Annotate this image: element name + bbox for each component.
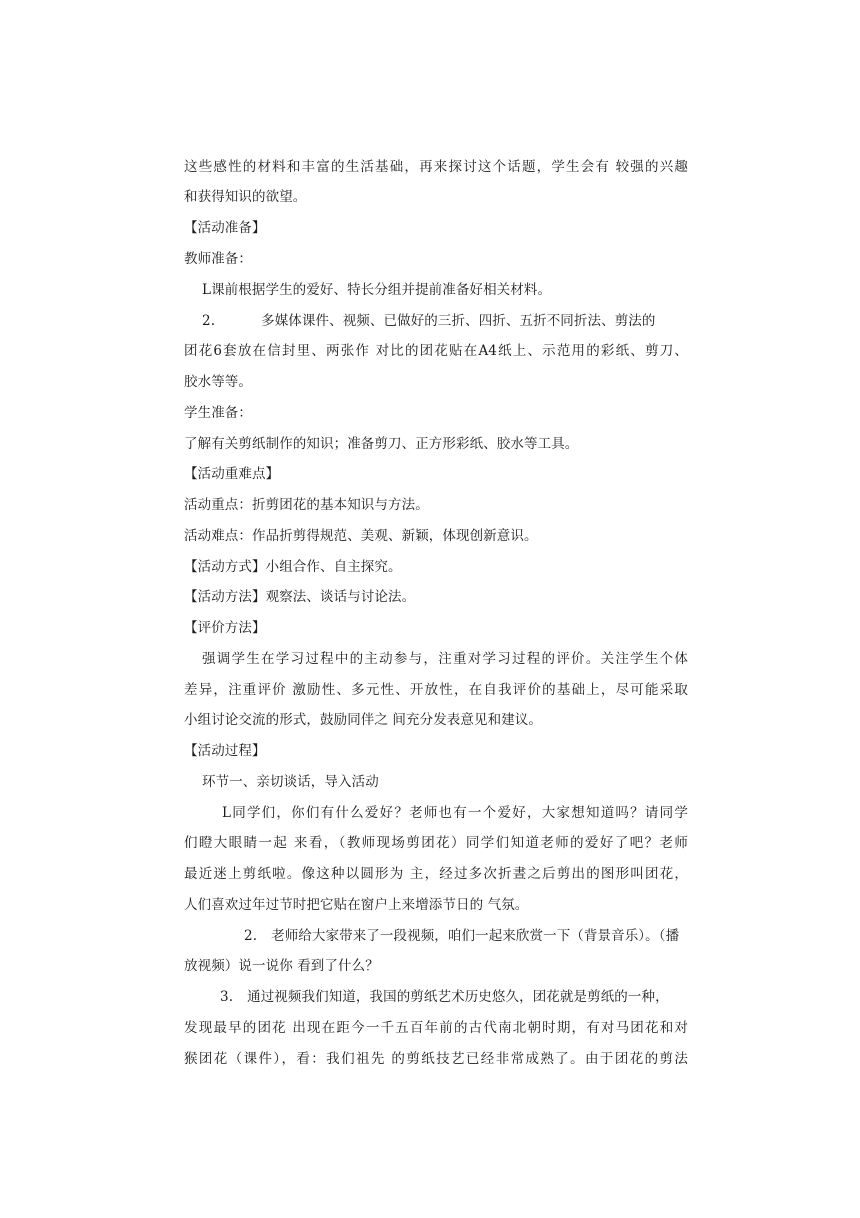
section-heading: 【活动过程】 xyxy=(184,743,266,759)
list-number: 2. xyxy=(202,313,216,329)
subheading: 学生准备： xyxy=(184,405,252,421)
paragraph-line: 和获得知识的欲望。 xyxy=(184,189,307,205)
section-heading: 【活动重难点】 xyxy=(184,466,280,482)
list-item-text: 通过视频我们知道，我国的剪纸艺术历史悠久，团花就是剪纸的一种， xyxy=(247,989,669,1005)
paragraph-line: 们瞪大眼睛一起 来看，（教师现场剪团花）同学们知道老师的爱好了吧？老师 xyxy=(184,835,688,851)
list-number: 3. xyxy=(220,989,234,1005)
paragraph-line: 猴团花（课件），看：我们祖先 的剪纸技艺已经非常成熟了。由于团花的剪法 xyxy=(184,1051,688,1067)
list-item xyxy=(220,988,669,1006)
paragraph-line: 人们喜欢过年过节时把它贴在窗户上来增添节日的 气氛。 xyxy=(184,897,529,913)
subheading: 教师准备： xyxy=(184,251,252,267)
subheading: 环节一、亲切谈话，导入活动 xyxy=(202,774,379,790)
paragraph-line: 差异，注重评价 激励性、多元性、开放性，在自我评价的基础上，尽可能采取 xyxy=(184,682,688,698)
paragraph-line: 活动重点：折剪团花的基本知识与方法。 xyxy=(184,497,429,513)
paragraph-line: 小组讨论交流的形式，鼓励同伴之 间充分发表意见和建议。 xyxy=(184,712,542,728)
paragraph-line: 发现最早的团花 出现在距今一千五百年前的古代南北朝时期，有对马团花和对 xyxy=(184,1020,688,1036)
paragraph-line: 这些感性的材料和丰富的生活基础，再来探讨这个话题，学生会有 较强的兴趣 xyxy=(184,159,688,175)
paragraph-line: 最近迷上剪纸啦。像这种以圆形为 主，经过多次折晝之后剪出的图形叫团花， xyxy=(184,866,688,882)
list-item-text: 老师给大家带来了一段视频，咱们一起来欣赏一下（背景音乐）。（播 xyxy=(271,928,680,944)
section-heading: 【活动准备】 xyxy=(184,220,266,236)
paragraph-line: 了解有关剪纸制作的知识；准备剪刀、正方形彩纸、胶水等工具。 xyxy=(184,436,579,452)
paragraph-line: 团花6套放在信封里、两张作 对比的团花贴在A4纸上、示范用的彩纸、剪刀、 xyxy=(184,343,688,359)
section-heading: 【活动方法】观察法、谈话与讨论法。 xyxy=(184,589,416,605)
paragraph-line: 强调学生在学习过程中的主动参与，注重对学习过程的评价。关注学生个体 xyxy=(202,651,688,667)
paragraph-line: 胶水等等。 xyxy=(184,374,252,390)
list-number: 2. xyxy=(244,928,258,944)
list-item xyxy=(244,927,688,945)
list-item-text: 多媒体课件、视频、已做好的三折、四折、五折不同折法、剪法的 xyxy=(261,313,656,329)
paragraph-line: L同学们，你们有什么爱好？老师也有一个爱好，大家想知道吗？请同学 xyxy=(222,805,688,821)
list-item xyxy=(202,312,656,330)
paragraph-line: 活动难点：作品折剪得规范、美观、新颖，体现创新意识。 xyxy=(184,528,538,544)
section-heading: 【评价方法】 xyxy=(184,620,266,636)
list-item: L课前根据学生的爱好、特长分组并提前准备好相关材料。 xyxy=(202,282,552,298)
paragraph-line: 放视频）说一说你 看到了什么？ xyxy=(184,958,379,974)
section-heading: 【活动方式】小组合作、自主探究。 xyxy=(184,559,402,575)
